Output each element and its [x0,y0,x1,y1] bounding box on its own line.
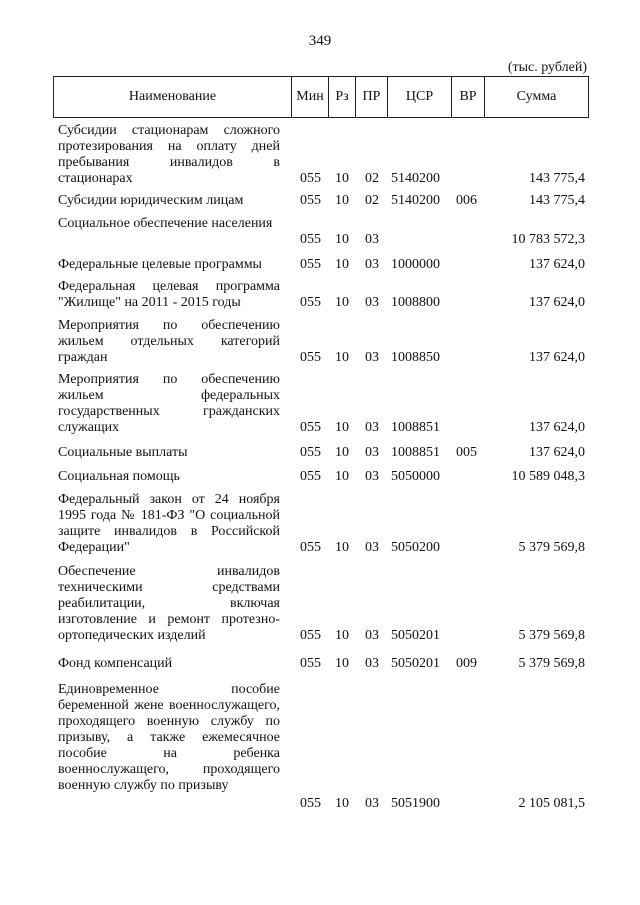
row-min: 055 [300,628,321,643]
table-row [0,682,640,812]
row-rz: 10 [335,445,349,460]
row-rz: 10 [335,171,349,186]
row-min: 055 [300,445,321,460]
row-min: 055 [300,193,321,208]
row-csr: 1008851 [391,445,440,460]
header-sum: Сумма [484,77,588,117]
row-csr: 1000000 [391,257,440,272]
row-pr: 03 [365,232,379,247]
row-sum: 10 589 048,3 [511,469,585,484]
row-rz: 10 [335,232,349,247]
row-name: Федеральный закон от 24 ноября 1995 года № 181-ФЗ "О социальной защите инвалидов в Российской Федерации" [58,492,280,555]
row-pr: 03 [365,420,379,435]
row-sum: 143 775,4 [529,193,585,208]
row-pr: 03 [365,445,379,460]
row-rz: 10 [335,656,349,671]
header-csr: ЦСР [387,77,451,117]
row-sum: 10 783 572,3 [511,232,585,247]
row-pr: 02 [365,193,379,208]
row-name: Единовременное пособие беременной жене военнослужащего, проходящего военную службу по призыву, а также ежемесячное пособие на ребенка военнослужащего, проходящего военную службу по призыву [58,682,280,793]
row-min: 055 [300,232,321,247]
row-csr: 5050200 [391,540,440,555]
table-row [0,372,640,436]
row-rz: 10 [335,540,349,555]
row-name: Социальные выплаты [58,445,188,460]
row-pr: 03 [365,656,379,671]
row-rz: 10 [335,350,349,365]
row-name: Социальное обеспечение населения [58,216,273,231]
row-name: Социальная помощь [58,469,180,484]
row-csr: 5140200 [391,171,440,186]
row-rz: 10 [335,257,349,272]
row-csr: 1008851 [391,420,440,435]
row-csr: 5140200 [391,193,440,208]
header-vr: ВР [451,77,484,117]
row-rz: 10 [335,628,349,643]
table-row [0,564,640,644]
row-sum: 5 379 569,8 [518,540,585,555]
row-pr: 03 [365,469,379,484]
row-name: Субсидии стационарам сложного протезирования на оплату дней пребывания инвалидов в стационарах [58,123,280,186]
row-pr: 02 [365,171,379,186]
row-min: 055 [300,420,321,435]
table-header [53,76,589,118]
row-csr: 1008800 [391,295,440,310]
row-vr: 006 [456,193,477,208]
row-rz: 10 [335,295,349,310]
row-min: 055 [300,171,321,186]
row-name: Обеспечение инвалидов техническими средствами реабилитации, включая изготовление и ремонт протезно-ортопедических изделий [58,564,280,643]
row-sum: 5 379 569,8 [518,656,585,671]
row-min: 055 [300,796,321,811]
table-row [0,469,640,485]
header-min: Мин [291,77,328,117]
row-name: Федеральные целевые программы [58,257,262,272]
row-name: Субсидии юридическим лицам [58,193,244,208]
row-pr: 03 [365,257,379,272]
table-row [0,492,640,556]
row-min: 055 [300,540,321,555]
table-row [0,123,640,187]
row-sum: 143 775,4 [529,171,585,186]
table-row [0,216,640,248]
row-name: Фонд компенсаций [58,656,173,671]
row-rz: 10 [335,796,349,811]
row-sum: 137 624,0 [529,445,585,460]
unit-note: (тыс. рублей) [507,60,587,75]
row-name: Мероприятия по обеспечению жильем федеральных государственных гражданских служащих [58,372,280,435]
row-pr: 03 [365,295,379,310]
row-vr: 005 [456,445,477,460]
row-csr: 5050201 [391,628,440,643]
row-sum: 137 624,0 [529,350,585,365]
header-rz: Рз [328,77,355,117]
row-sum: 137 624,0 [529,420,585,435]
row-sum: 5 379 569,8 [518,628,585,643]
row-min: 055 [300,295,321,310]
header-name: Наименование [128,89,217,104]
row-name: Мероприятия по обеспечению жильем отдельных категорий граждан [58,318,280,365]
row-csr: 5050000 [391,469,440,484]
row-pr: 03 [365,796,379,811]
table-row [0,193,640,209]
header-pr: ПР [355,77,387,117]
row-rz: 10 [335,469,349,484]
row-min: 055 [300,350,321,365]
page-number: 349 [308,33,332,49]
table-row [0,279,640,311]
table-row [0,257,640,273]
row-csr: 1008850 [391,350,440,365]
row-name: Федеральная целевая программа "Жилище" на 2011 - 2015 годы [58,279,280,310]
table-row [0,656,640,672]
row-vr: 009 [456,656,477,671]
row-min: 055 [300,257,321,272]
row-rz: 10 [335,193,349,208]
row-rz: 10 [335,420,349,435]
table-row [0,318,640,366]
row-csr: 5050201 [391,656,440,671]
row-csr: 5051900 [391,796,440,811]
row-sum: 137 624,0 [529,295,585,310]
row-pr: 03 [365,628,379,643]
row-min: 055 [300,469,321,484]
row-min: 055 [300,656,321,671]
row-sum: 137 624,0 [529,257,585,272]
row-pr: 03 [365,350,379,365]
row-sum: 2 105 081,5 [518,796,585,811]
table-row [0,445,640,461]
row-pr: 03 [365,540,379,555]
